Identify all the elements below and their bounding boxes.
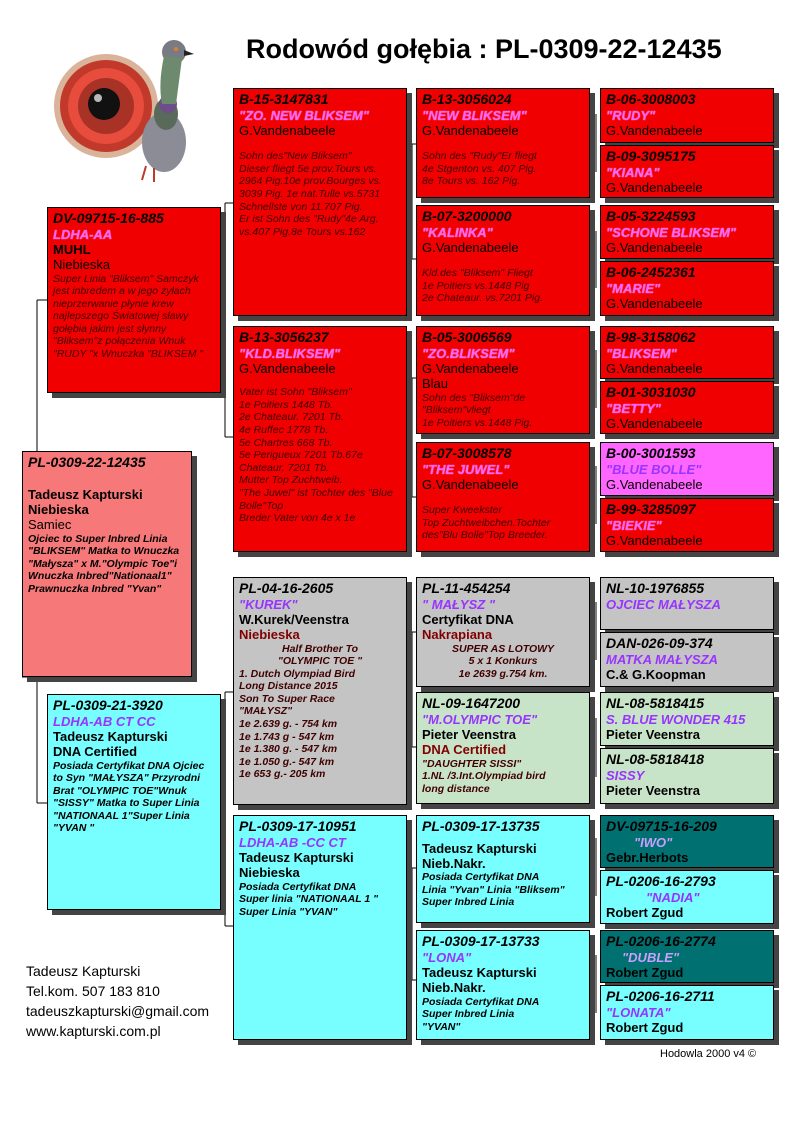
contact-email[interactable]: tadeuszkapturski@gmail.com — [26, 1002, 210, 1019]
contact-block — [26, 962, 209, 1042]
g4b-card-3[interactable] — [600, 692, 774, 746]
dss-name: " MAŁYSZ " — [422, 596, 495, 612]
g4b-card-7[interactable] — [600, 930, 774, 983]
dds-description: Posiada Certyfikat DNA Linia "Yvan" Linia "Bliksem" Super Inbred Linia — [422, 871, 565, 909]
sss-breeder: G.Vandenabeele — [422, 122, 519, 138]
ddd-name: "LONA" — [422, 949, 472, 965]
sdd-description: Super Kweekster Top Zuchtweibchen.Tochter des"Blu Bolle"Top Breeder. — [422, 504, 551, 542]
g4b-ring: PL-0206-16-2711 — [606, 988, 715, 1004]
sd-name: "KLD.BLIKSEM" — [239, 345, 341, 361]
dam-dna: DNA Certified — [53, 744, 138, 760]
g4-breeder: G.Vandenabeele — [606, 532, 703, 548]
g4-card-5[interactable] — [600, 326, 774, 379]
sire-dam-card[interactable] — [233, 326, 407, 552]
g4-name: "BLUE BOLLE" — [606, 461, 702, 477]
ddd-description: Posiada Certyfikat DNA Super Inbred Linia "YVAN" — [422, 995, 540, 1033]
g4b-name: "NADIA" — [646, 889, 700, 905]
ddd-breeder: Tadeusz Kapturski — [422, 964, 537, 980]
subject-owner: Tadeusz Kapturski — [28, 486, 143, 502]
sd-breeder: G.Vandenabeele — [239, 360, 336, 376]
dam-description: Posiada Certyfikat DNA Ojciec to Syn "MAŁYSZA" Przyrodni Brat "OLYMPIC TOE"Wnuk "SISSY" Matka to Super Linia "NATIONAAL 1"Super Linia "YVAN " — [53, 759, 205, 835]
ssd-ring: B-07-3200000 — [422, 208, 512, 224]
subject-pigeon-card[interactable] — [22, 451, 192, 677]
subject-sex: Samiec — [28, 517, 72, 533]
g4-card-2[interactable] — [600, 145, 774, 198]
dd-ring: PL-0309-17-10951 — [239, 818, 357, 834]
sire-color: Niebieska — [53, 257, 111, 273]
ss-name: "ZO. NEW BLIKSEM" — [239, 107, 370, 123]
contact-website[interactable]: www.kapturski.com.pl — [26, 1022, 161, 1039]
ssd-breeder: G.Vandenabeele — [422, 239, 519, 255]
dd-breeder: Tadeusz Kapturski — [239, 849, 354, 865]
contact-name: Tadeusz Kapturski — [26, 963, 141, 979]
ddd-ring: PL-0309-17-13733 — [422, 933, 540, 949]
g4-breeder: G.Vandenabeele — [606, 122, 703, 138]
sire-card[interactable] — [47, 207, 221, 393]
sire-sire-card[interactable] — [233, 88, 407, 316]
g4-breeder: G.Vandenabeele — [606, 239, 703, 255]
g4b-breeder: Pieter Veenstra — [606, 726, 700, 742]
g4-name: "BETTY" — [606, 400, 661, 416]
dss-ring: PL-11-454254 — [422, 580, 511, 596]
sdd-breeder: G.Vandenabeele — [422, 476, 519, 492]
g4b-card-6[interactable] — [600, 870, 774, 924]
dds-color: Nieb.Nakr. — [422, 855, 486, 871]
sss-description: Sohn des "Rudy"Er fliegt 4e Stgenton vs. 407 Pig. 8e Tours vs. 162 Pig. — [422, 150, 537, 188]
dam-breeder: Tadeusz Kapturski — [53, 728, 168, 744]
dds-ring: PL-0309-17-13735 — [422, 818, 540, 834]
g4-name: "RUDY" — [606, 107, 656, 123]
dsd-breeder: Pieter Veenstra — [422, 726, 516, 742]
g4b-name: SISSY — [606, 767, 645, 783]
dds-card[interactable] — [416, 815, 590, 923]
dd-color: Niebieska — [239, 865, 300, 881]
g4b-card-5[interactable] — [600, 815, 774, 868]
g4-name: "MARIE" — [606, 280, 661, 296]
g4b-card-4[interactable] — [600, 748, 774, 804]
dss-card[interactable] — [416, 577, 590, 687]
sds-description: Sohn des "Bliksem"de "Bliksem"vliegt 1e Poitiers vs.1448 Pig. — [422, 391, 533, 429]
g4b-breeder: Robert Zgud — [606, 1019, 684, 1035]
g4-name: "BIEKIE" — [606, 517, 662, 533]
g4b-breeder: Robert Zgud — [606, 964, 684, 980]
sd-description: Vater ist Sohn "Bliksem" 1e Poitiers 1448 Tb. 2e Chateaur. 7201 Tb. 4e Ruffec 1778 Tb. 5e Chartres 668 Tb. 5e Perigueux 7201 Tb.67e Chateaur. 7201 Tb. Mutter Top Zuchtweib. "The Juwel" ist Tochter des "Blue Bolle"Top Breder Vater von 4e x 1e — [239, 386, 393, 525]
g4b-ring: DAN-026-09-374 — [606, 635, 713, 651]
g4-breeder: G.Vandenabeele — [606, 179, 703, 195]
g4b-ring: NL-08-5818415 — [606, 695, 705, 711]
sdd-card[interactable] — [416, 442, 590, 552]
page-title: Rodowód gołębia : PL-0309-22-12435 — [246, 34, 722, 64]
sss-ring: B-13-3056024 — [422, 91, 512, 107]
sds-color: Blau — [422, 376, 449, 392]
dam-name: LDHA-AB CT CC — [53, 713, 156, 729]
g4b-name: OJCIEC MAŁYSZA — [606, 596, 721, 612]
g4b-name: S. BLUE WONDER 415 — [606, 711, 746, 727]
g4b-ring: NL-10-1976855 — [606, 580, 705, 596]
ss-ring: B-15-3147831 — [239, 91, 329, 107]
dsd-color: DNA Certified — [422, 742, 507, 758]
g4-name: "SCHONE BLIKSEM" — [606, 224, 737, 240]
sss-card[interactable] — [416, 88, 590, 198]
subject-color: Niebieska — [28, 501, 89, 517]
g4-breeder: G.Vandenabeele — [606, 415, 703, 431]
subject-description: Ojciec to Super Inbred Linia "BLIKSEM" Matka to Wnuczka "Małysza" x M."Olympic Toe"i Wnuczka Inbred"Nationaal1" Prawnuczka Inbred "Yvan" — [28, 532, 180, 595]
sds-breeder: G.Vandenabeele — [422, 360, 519, 376]
dss-description: SUPER AS LOTOWY 5 x 1 Konkurs 1e 2639 g.754 km. — [451, 642, 555, 680]
sds-name: "ZO.BLIKSEM" — [422, 345, 515, 361]
sire-description: Super Linia "Bliksem" Samczyk jest inbredem a w jego żyłach nieprzerwanie płynie krew najlepszego Światowej sławy gołębia jakim jest słynny "Bliksem"z połączenia Wnuk "RUDY "x Wnuczka "BLIKSEM " — [53, 272, 204, 361]
g4-ring: B-09-3095175 — [606, 148, 696, 164]
dsd-ring: NL-09-1647200 — [422, 695, 521, 711]
sd-ring: B-13-3056237 — [239, 329, 329, 345]
sire-breeder: MUHL — [53, 241, 91, 257]
contact-phone: Tel.kom. 507 183 810 — [26, 982, 160, 999]
dam-dam-card[interactable] — [233, 815, 407, 1040]
g4b-card-1[interactable] — [600, 577, 774, 630]
g4b-name: "IWO" — [634, 834, 673, 850]
sire-ring: DV-09715-16-885 — [53, 210, 164, 226]
g4-card-3[interactable] — [600, 205, 774, 259]
ddd-color: Nieb.Nakr. — [422, 980, 486, 996]
g4-card-7[interactable] — [600, 442, 774, 496]
g4b-name: "DUBLE" — [622, 949, 680, 965]
ss-description: Sohn des"New Bliksem" Dieser fliegt 5e prov.Tours vs. 2964 Pig.10e prov.Bourges vs. 3039 Pig. 1e nat.Tulle vs.5731 Schnellste von 11.707 Pig. Er ist Sohn des "Rudy"4e Arg. vs.407 Pig.8e Tours vs.162 — [239, 150, 382, 238]
g4b-ring: PL-0206-16-2774 — [606, 933, 716, 949]
g4-ring: B-00-3001593 — [606, 445, 696, 461]
ds-description-1: Half Brother To "OLYMPIC TOE " — [277, 642, 363, 668]
dd-name: LDHA-AB -CC CT — [239, 834, 346, 850]
footer-version: Hodowla 2000 v4 © — [660, 1048, 757, 1060]
g4-name: "BLIKSEM" — [606, 345, 677, 361]
sds-card[interactable] — [416, 326, 590, 434]
g4-ring: B-99-3285097 — [606, 501, 696, 517]
ds-color: Niebieska — [239, 627, 300, 643]
ds-description-3: 1e 2.639 g. - 754 km 1e 1.743 g - 547 km 1e 1.380 g. - 547 km 1e 1.050 g.- 547 km 1e 653 g.- 205 km — [239, 718, 338, 781]
dd-description: Posiada Certyfikat DNA Super linia "NATIONAAL 1 " Super Linia "YVAN" — [239, 880, 379, 918]
g4-ring: B-06-3008003 — [606, 91, 696, 107]
sdd-ring: B-07-3008578 — [422, 445, 512, 461]
g4b-card-8[interactable] — [600, 985, 774, 1040]
g4b-ring: DV-09715-16-209 — [606, 818, 717, 834]
g4-breeder: G.Vandenabeele — [606, 360, 703, 376]
dsd-card[interactable] — [416, 692, 590, 804]
g4b-breeder: Robert Zgud — [606, 904, 684, 920]
ds-description-2: 1. Dutch Olympiad Bird Long Distance 2015 Son To Super Race "MAŁYSZ" — [239, 667, 356, 718]
sss-name: "NEW BLIKSEM" — [422, 107, 527, 123]
sire-name: LDHA-AA — [53, 226, 113, 242]
ds-name: "KUREK" — [239, 596, 298, 612]
g4-ring: B-98-3158062 — [606, 329, 696, 345]
dam-ring: PL-0309-21-3920 — [53, 697, 163, 713]
g4-breeder: G.Vandenabeele — [606, 476, 703, 492]
ss-breeder: G.Vandenabeele — [239, 122, 336, 138]
dsd-description: "DAUGHTER SISSI" 1.NL /3.Int.Olympiad bird long distance — [422, 757, 546, 795]
g4b-name: "LONATA" — [606, 1004, 671, 1020]
dam-card[interactable] — [47, 694, 221, 910]
ds-breeder: W.Kurek/Veenstra — [239, 611, 349, 627]
g4-ring: B-01-3031030 — [606, 384, 696, 400]
ssd-name: "KALINKA" — [422, 224, 493, 240]
g4-breeder: G.Vandenabeele — [606, 295, 703, 311]
dds-name: Tadeusz Kapturski — [422, 840, 537, 856]
ddd-card[interactable] — [416, 930, 590, 1040]
dss-color: Nakrapiana — [422, 627, 493, 643]
ds-ring: PL-04-16-2605 — [239, 580, 334, 596]
g4b-ring: NL-08-5818418 — [606, 751, 705, 767]
g4-card-4[interactable] — [600, 261, 774, 316]
g4b-breeder: C.& G.Koopman — [606, 666, 706, 682]
g4-card-8[interactable] — [600, 498, 774, 552]
dam-sire-card[interactable] — [233, 577, 407, 805]
subject-ring: PL-0309-22-12435 — [28, 454, 146, 470]
dsd-name: "M.OLYMPIC TOE" — [422, 711, 538, 727]
g4-card-6[interactable] — [600, 381, 774, 434]
g4-ring: B-06-2452361 — [606, 264, 696, 280]
sdd-name: "THE JUWEL" — [422, 461, 510, 477]
ssd-card[interactable] — [416, 205, 590, 316]
g4b-ring: PL-0206-16-2793 — [606, 873, 716, 889]
g4-card-1[interactable] — [600, 88, 774, 143]
dss-breeder: Certyfikat DNA — [422, 611, 514, 627]
g4b-card-2[interactable] — [600, 632, 774, 687]
ssd-description: Kld.des "Bliksem" Fliegt 1e Poitiers vs.1448 Pig 2e Chateaur. vs.7201 Pig. — [422, 267, 544, 305]
g4b-breeder: Gebr.Herbots — [606, 849, 689, 865]
g4b-breeder: Pieter Veenstra — [606, 782, 700, 798]
g4b-name: MATKA MAŁYSZA — [606, 651, 718, 667]
sds-ring: B-05-3006569 — [422, 329, 512, 345]
g4-name: "KIANA" — [606, 164, 660, 180]
g4-ring: B-05-3224593 — [606, 208, 696, 224]
